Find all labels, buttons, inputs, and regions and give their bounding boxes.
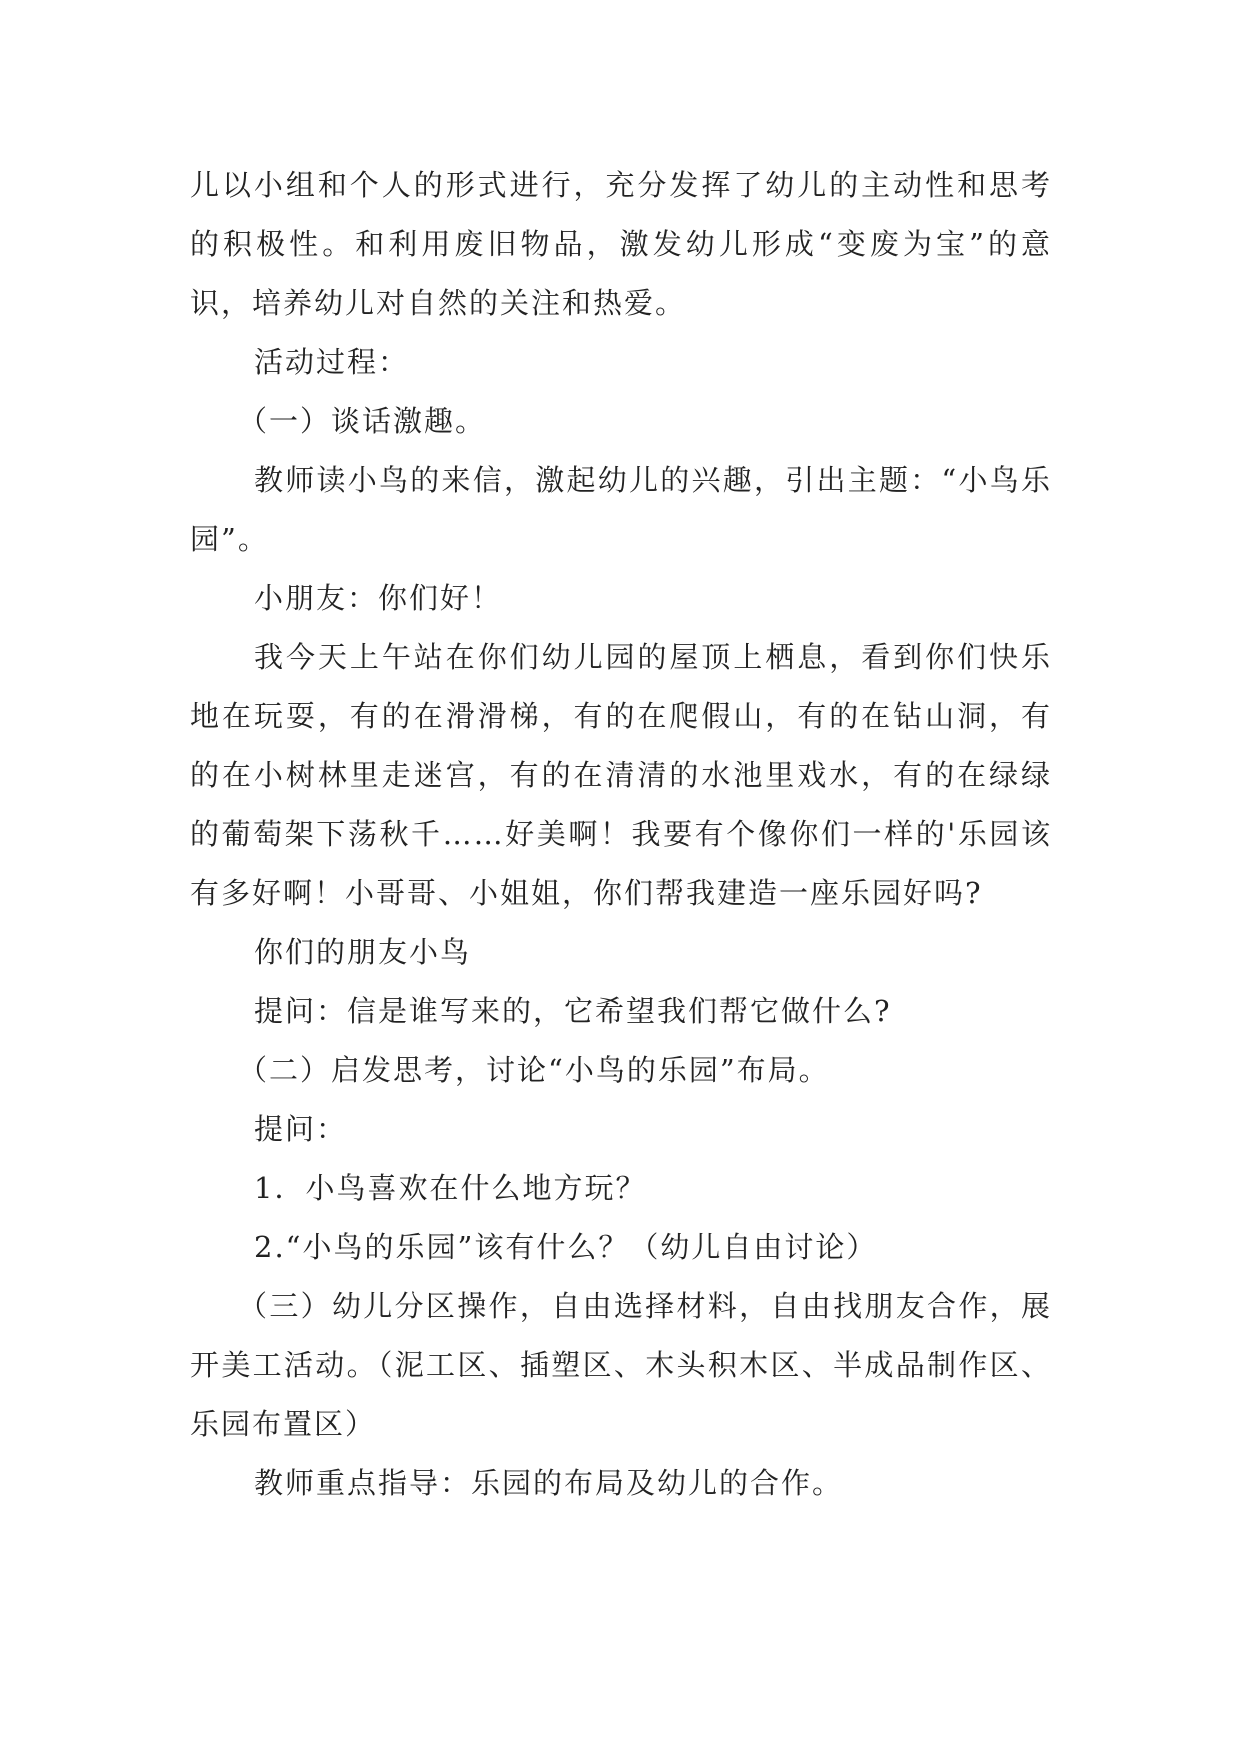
paragraph-teacher-guidance: 教师重点指导：乐园的布局及幼儿的合作。	[254, 1466, 844, 1500]
question-item-1: 1．小鸟喜欢在什么地方玩？	[254, 1171, 647, 1205]
paragraph-activity-process-heading: 活动过程：	[254, 345, 410, 379]
paragraph-intro: 儿以小组和个人的形式进行，充分发挥了幼儿的主动性和思考的积极性。和利用废旧物品，激发幼儿形成“变废为宝”的意识，培养幼儿对自然的关注和热爱。	[190, 168, 1052, 320]
letter-greeting: 小朋友：你们好！	[254, 581, 503, 615]
section-heading-3: （三）幼儿分区操作，自由选择材料，自由找朋友合作，展开美工活动。（泥工区、插塑区、木头积木区、半成品制作区、乐园布置区）	[190, 1289, 1052, 1441]
letter-body: 我今天上午站在你们幼儿园的屋顶上栖息，看到你们快乐地在玩耍，有的在滑滑梯，有的在爬假山，有的在钻山洞，有的在小树林里走迷宫，有的在清清的水池里戏水，有的在绿绿的葡萄架下荡秋千……好美啊！我要有个像你们一样的'乐园该有多好啊！小哥哥、小姐姐，你们帮我建造一座乐园好吗?	[190, 640, 1052, 910]
document-body	[190, 156, 1052, 1513]
paragraph-teacher-reads-letter: 教师读小鸟的来信，激起幼儿的兴趣，引出主题：“小鸟乐园”。	[190, 463, 1052, 556]
letter-signature: 你们的朋友小鸟	[254, 935, 472, 969]
section-heading-1: （一）谈话激趣。	[238, 404, 487, 438]
section-heading-2: （二）启发思考，讨论“小鸟的乐园”布局。	[238, 1053, 830, 1087]
question-item-2: 2.“小鸟的乐园”该有什么？（幼儿自由讨论）	[254, 1230, 878, 1264]
paragraph-question-letter: 提问：信是谁写来的，它希望我们帮它做什么?	[254, 994, 892, 1028]
paragraph-question-label: 提问：	[254, 1112, 348, 1146]
